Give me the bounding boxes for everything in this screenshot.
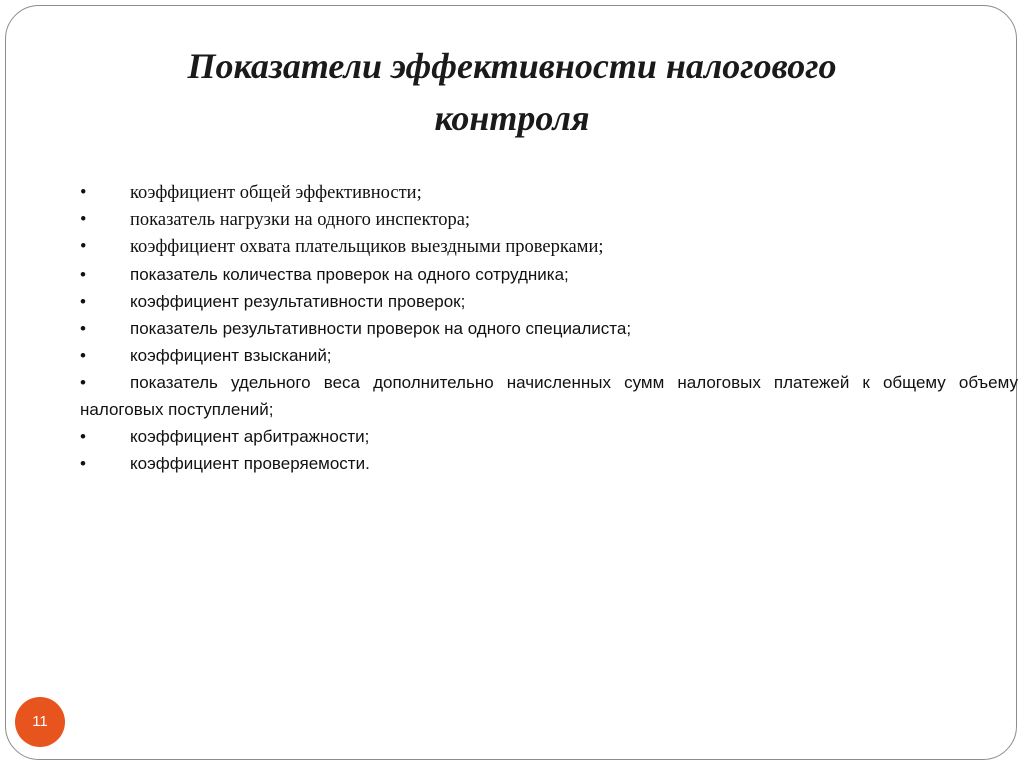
bullet-icon: • (80, 319, 86, 338)
slide-title-line-2: контроля (434, 98, 590, 138)
list-item (80, 423, 1018, 450)
bullet-icon: • (80, 346, 86, 365)
list-item (80, 342, 1018, 369)
list-item-text: коэффициент результативности проверок; (130, 292, 466, 311)
list-item (80, 315, 1018, 342)
list-item (80, 261, 1018, 288)
bullet-icon: • (80, 373, 86, 392)
list-item (80, 369, 1018, 423)
list-item-text: коэффициент взысканий; (130, 346, 332, 365)
list-item-text: коэффициент охвата плательщиков выездными проверками; (130, 237, 604, 257)
list-item-text: коэффициент общей эффективности; (130, 183, 422, 203)
list-item (80, 207, 1018, 234)
list-item-text: коэффициент проверяемости. (130, 454, 370, 473)
list-item (80, 450, 1018, 477)
slide-title (0, 40, 1024, 144)
bullet-icon: • (80, 292, 86, 311)
list-item (80, 180, 1018, 207)
list-item-text: коэффициент арбитражности; (130, 427, 370, 446)
bullet-icon: • (80, 183, 87, 203)
list-item-text: показатель нагрузки на одного инспектора; (130, 210, 471, 230)
bullet-icon: • (80, 210, 87, 230)
list-item (80, 288, 1018, 315)
list-item-text: показатель количества проверок на одного сотрудника; (130, 265, 569, 284)
bullet-icon: • (80, 454, 86, 473)
page-number-badge: 11 (15, 697, 65, 747)
list-item-text: показатель результативности проверок на одного специалиста; (130, 319, 632, 338)
indicator-list (80, 180, 1018, 477)
bullet-icon: • (80, 237, 87, 257)
bullet-icon: • (80, 265, 86, 284)
slide-title-line-1: Показатели эффективности налогового (187, 46, 837, 86)
bullet-icon: • (80, 427, 86, 446)
list-item (80, 234, 1018, 261)
list-item-text: показатель удельного веса дополнительно начисленных сумм налоговых платежей к общему объему налоговых поступлений; (80, 373, 1018, 419)
